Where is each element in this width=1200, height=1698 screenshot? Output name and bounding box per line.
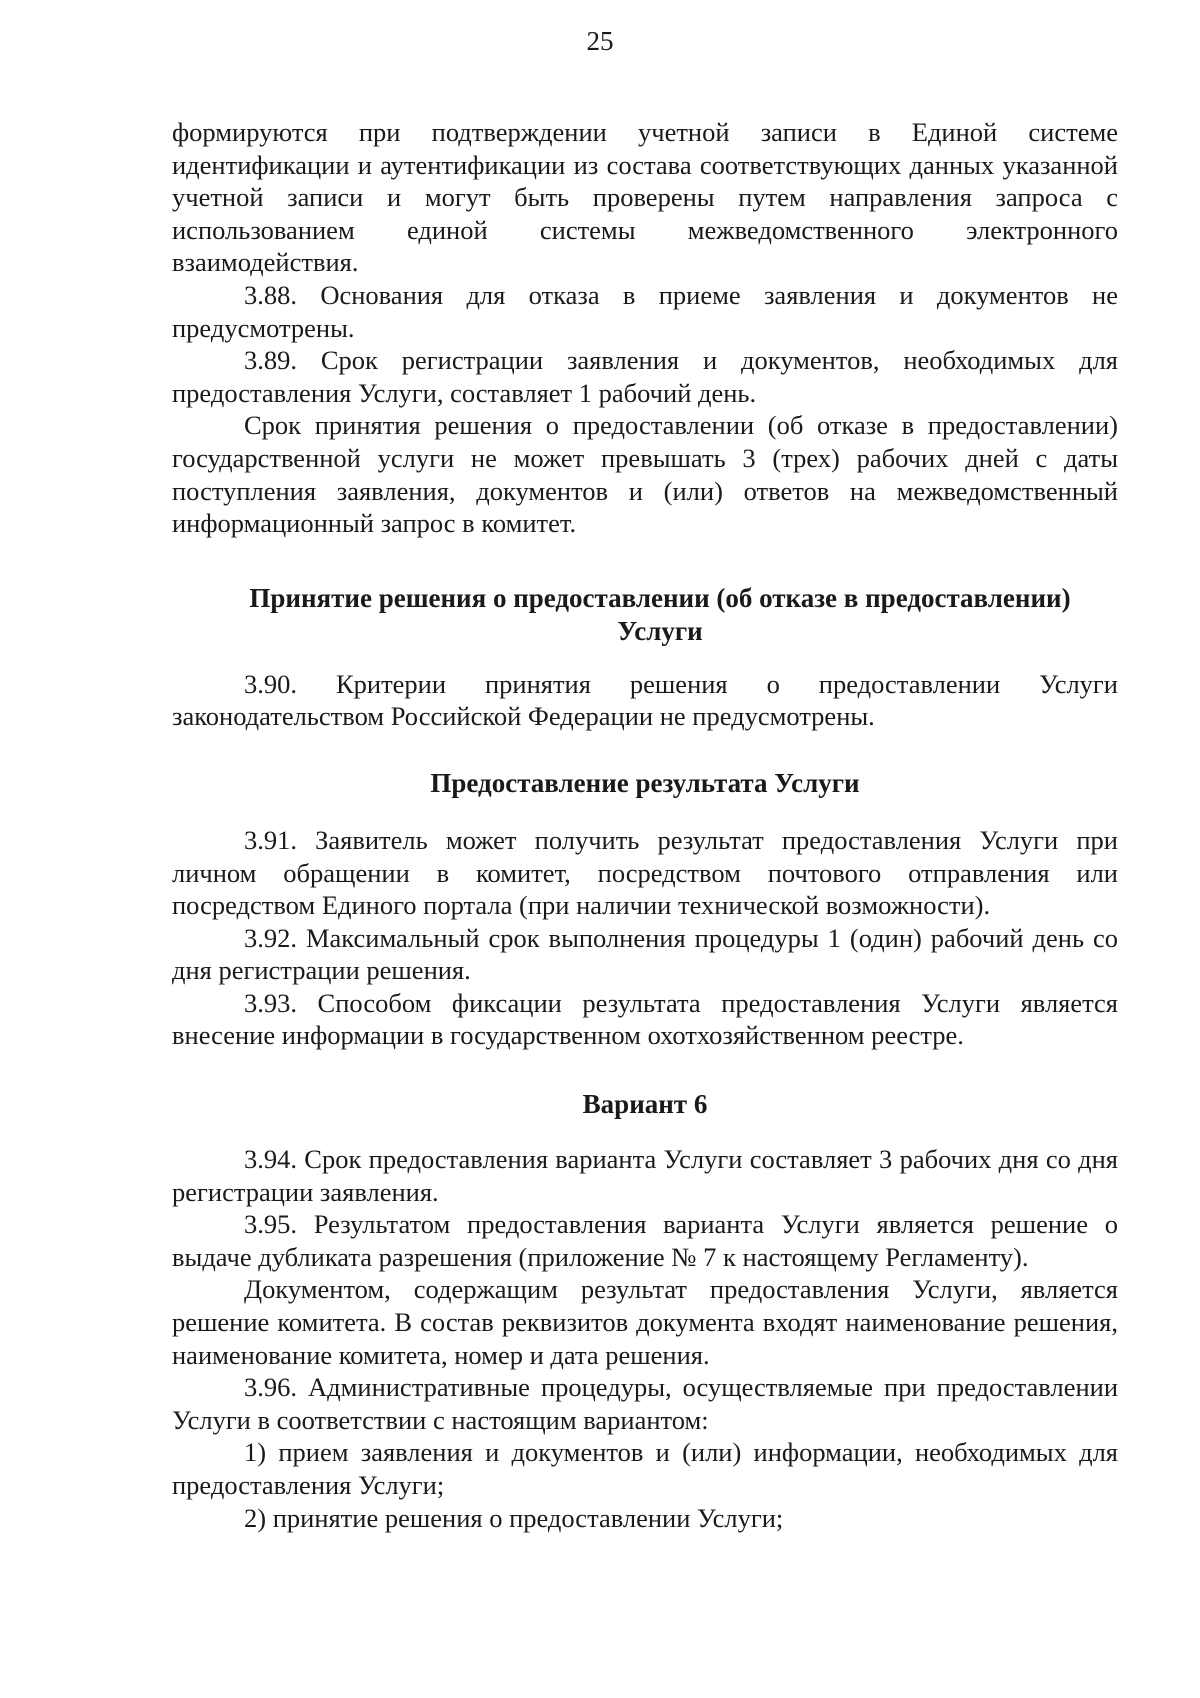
heading-variant-6: Вариант 6 [582, 1089, 708, 1120]
page-content [172, 116, 1118, 1534]
paragraph-result-document: Документом, содержащим результат предоставления Услуги, является решение комитета. В состав реквизитов документа входят наименование решения, наименование комитета, номер и дата решения. [172, 1274, 1118, 1370]
heading-decision: Принятие решения о предоставлении (об отказе в предоставлении) Услуги [249, 582, 1071, 646]
paragraph-3-91: 3.91. Заявитель может получить результат предоставления Услуги при личном обращении в комитет, посредством почтового отправления или посредством Единого портала (при наличии технической возможности). [172, 824, 1118, 921]
paragraph-3-93: 3.93. Способом фиксации результата предоставления Услуги является внесение информации в государственном охотхозяйственном реестре. [172, 987, 1118, 1051]
paragraph-3-94: 3.94. Срок предоставления варианта Услуги составляет 3 рабочих дня со дня регистрации заявления. [172, 1144, 1118, 1207]
paragraph-3-90: 3.90. Критерии принятия решения о предоставлении Услуги законодательством Российской Федерации не предусмотрены. [172, 668, 1118, 732]
paragraph-3-96: 3.96. Административные процедуры, осуществляемые при предоставлении Услуги в соответствии с настоящим вариантом: [172, 1372, 1118, 1435]
paragraph-3-89: 3.89. Срок регистрации заявления и документов, необходимых для предоставления Услуги, составляет 1 рабочий день. [172, 345, 1118, 408]
paragraph-decision-term: Срок принятия решения о предоставлении (об отказе в предоставлении) государственной услуги не может превышать 3 (трех) рабочих дней с даты поступления заявления, документов и (или) ответов на межведомственный информационный запрос в комитет. [172, 410, 1118, 539]
paragraph-3-92: 3.92. Максимальный срок выполнения процедуры 1 (один) рабочий день со дня регистрации решения. [172, 922, 1118, 986]
paragraph-3-95: 3.95. Результатом предоставления варианта Услуги является решение о выдаче дубликата разрешения (приложение № 7 к настоящему Регламенту). [172, 1209, 1118, 1272]
list-item-1: 1) прием заявления и документов и (или) информации, необходимых для предоставления Услуги; [172, 1437, 1118, 1500]
heading-result: Предоставление результата Услуги [430, 767, 860, 798]
page-number: 25 [586, 26, 614, 56]
paragraph-continuation: формируются при подтверждении учетной записи в Единой системе идентификации и аутентификации из состава соответствующих данных указанной учетной записи и могут быть проверены путем направления запроса с использованием единой системы межведомственного электронного взаимодействия. [172, 117, 1118, 278]
list-item-2: 2) принятие решения о предоставлении Услуги; [244, 1502, 784, 1533]
paragraph-3-88: 3.88. Основания для отказа в приеме заявления и документов не предусмотрены. [172, 279, 1118, 343]
